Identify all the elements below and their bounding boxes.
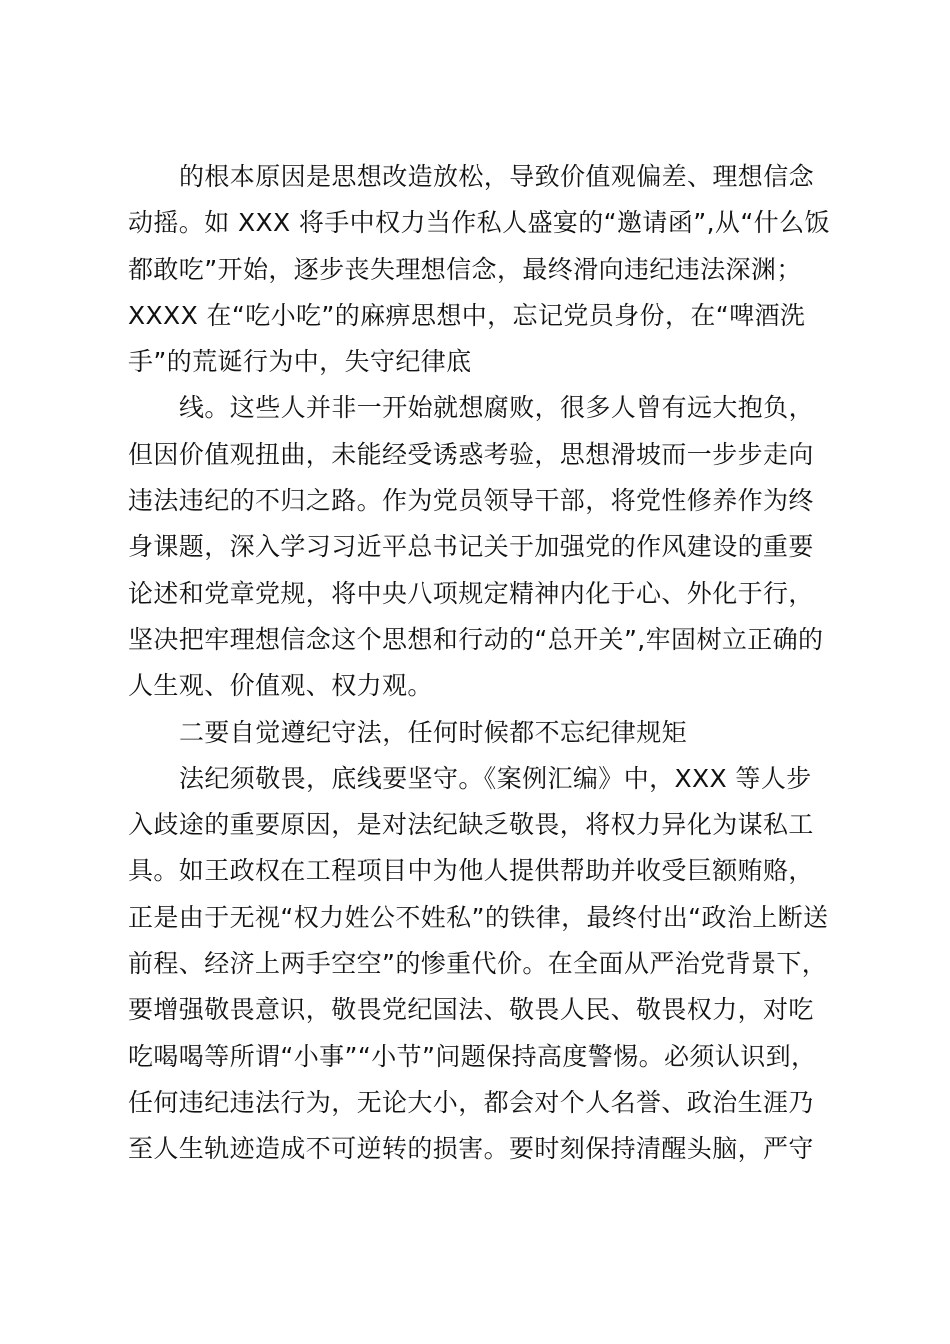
text-line: 身课题，深入学习习近平总书记关于加强党的作风建设的重要 (128, 532, 814, 562)
text-line: 至人生轨迹造成不可逆转的损害。要时刻保持清醒头脑，严守 (128, 1134, 814, 1164)
text-line: 入歧途的重要原因，是对法纪缺乏敬畏，将权力异化为谋私工 (128, 810, 814, 840)
text-line: 坚决把牢理想信念这个思想和行动的“总开关”,牢固树立正确的 (128, 624, 824, 654)
text-line: 吃喝喝等所谓“小事”“小节”问题保持高度警惕。必须认识到， (128, 1041, 817, 1071)
text-line: 论述和党章党规，将中央八项规定精神内化于心、外化于行， (128, 578, 814, 608)
text-line: 线。这些人并非一开始就想腐败，很多人曾有远大抱负， (179, 393, 815, 423)
text-line: 法纪须敬畏，底线要坚守。《案例汇编》中，XXX 等人步 (179, 763, 812, 793)
text-line: 正是由于无视“权力姓公不姓私”的铁律，最终付出“政治上断送 (128, 902, 829, 932)
text-line: 二要自觉遵纪守法，任何时候都不忘纪律规矩 (179, 717, 688, 747)
text-line: XXXX 在“吃小吃”的麻痹思想中，忘记党员身份，在“啤酒洗 (128, 300, 806, 330)
text-line: 要增强敬畏意识，敬畏党纪国法、敬畏人民、敬畏权力，对吃 (128, 995, 814, 1025)
text-line: 手”的荒诞行为中，失守纪律底 (128, 347, 472, 377)
text-line: 的根本原因是思想改造放松，导致价值观偏差、理想信念 (179, 162, 815, 191)
text-line: 任何违纪违法行为，无论大小，都会对个人名誉、政治生涯乃 (128, 1087, 814, 1117)
text-line: 都敢吃”开始，逐步丧失理想信念，最终滑向违纪违法深渊； (128, 254, 802, 284)
text-line: 人生观、价值观、权力观。 (128, 671, 433, 701)
body-text (128, 154, 828, 1173)
text-line: 动摇。如 XXX 将手中权力当作私人盛宴的“邀请函”,从“什么饭 (128, 208, 830, 238)
text-line: 但因价值观扭曲，未能经受诱惑考验，思想滑坡而一步步走向 (128, 439, 814, 469)
text-line: 具。如王政权在工程项目中为他人提供帮助并收受巨额贿赂， (128, 856, 814, 886)
text-line: 前程、经济上两手空空”的惨重代价。在全面从严治党背景下， (128, 949, 828, 979)
text-line: 违法违纪的不归之路。作为党员领导干部，将党性修养作为终 (128, 486, 814, 516)
